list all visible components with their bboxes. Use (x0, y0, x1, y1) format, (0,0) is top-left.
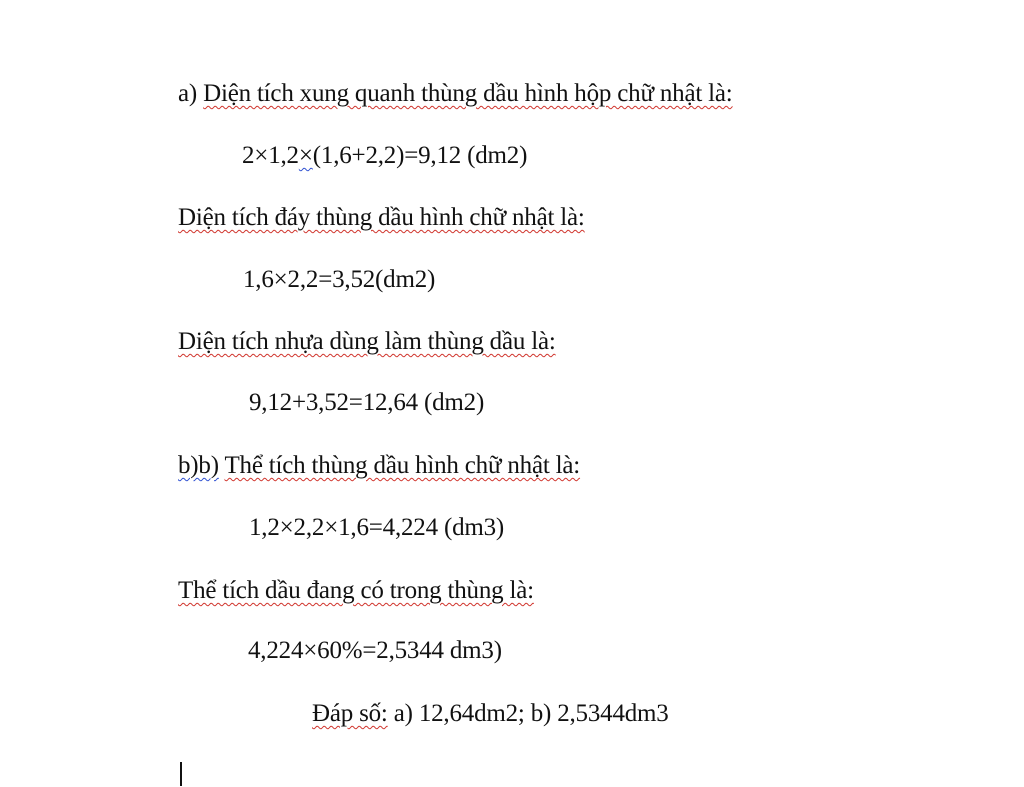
text-cursor (180, 762, 182, 786)
base-area-calculation: 1,6×2,2=3,52(dm2) (243, 266, 436, 293)
lateral-calc-suffix: (1,6+2,2)=9,12 (dm2) (312, 142, 528, 169)
final-answer-label: Đáp số: (312, 700, 388, 727)
oil-volume-heading-text: Thể tích dầu đang có trong thùng là: (178, 577, 534, 604)
part-b-heading-text: Thể tích thùng dầu hình chữ nhật là: (224, 452, 581, 479)
part-a-heading (178, 78, 733, 110)
final-answer-text: a) 12,64dm2; b) 2,5344dm3 (393, 700, 669, 727)
plastic-area-calculation: 9,12+3,52=12,64 (dm2) (249, 389, 485, 416)
part-b-label: b)b) (178, 452, 219, 479)
lateral-calc-times: × (298, 142, 313, 169)
oil-volume-heading (178, 575, 534, 607)
oil-volume-calculation: 4,224×60%=2,5344 dm3) (248, 637, 502, 664)
plastic-area-heading (178, 326, 556, 358)
plastic-area-heading-text: Diện tích nhựa dùng làm thùng dầu là: (178, 328, 556, 355)
lateral-area-calculation (242, 140, 527, 172)
part-a-label: a) (178, 80, 198, 107)
base-area-heading-text: Diện tích đáy thùng dầu hình chữ nhật là: (178, 204, 585, 231)
final-answer (312, 698, 669, 730)
volume-calculation: 1,2×2,2×1,6=4,224 (dm3) (249, 514, 505, 541)
part-a-heading-text: Diện tích xung quanh thùng dầu hình hộp chữ nhật là: (203, 80, 733, 107)
lateral-calc-prefix: 2×1,2 (242, 142, 299, 169)
part-b-heading (178, 450, 580, 482)
base-area-heading (178, 202, 585, 234)
